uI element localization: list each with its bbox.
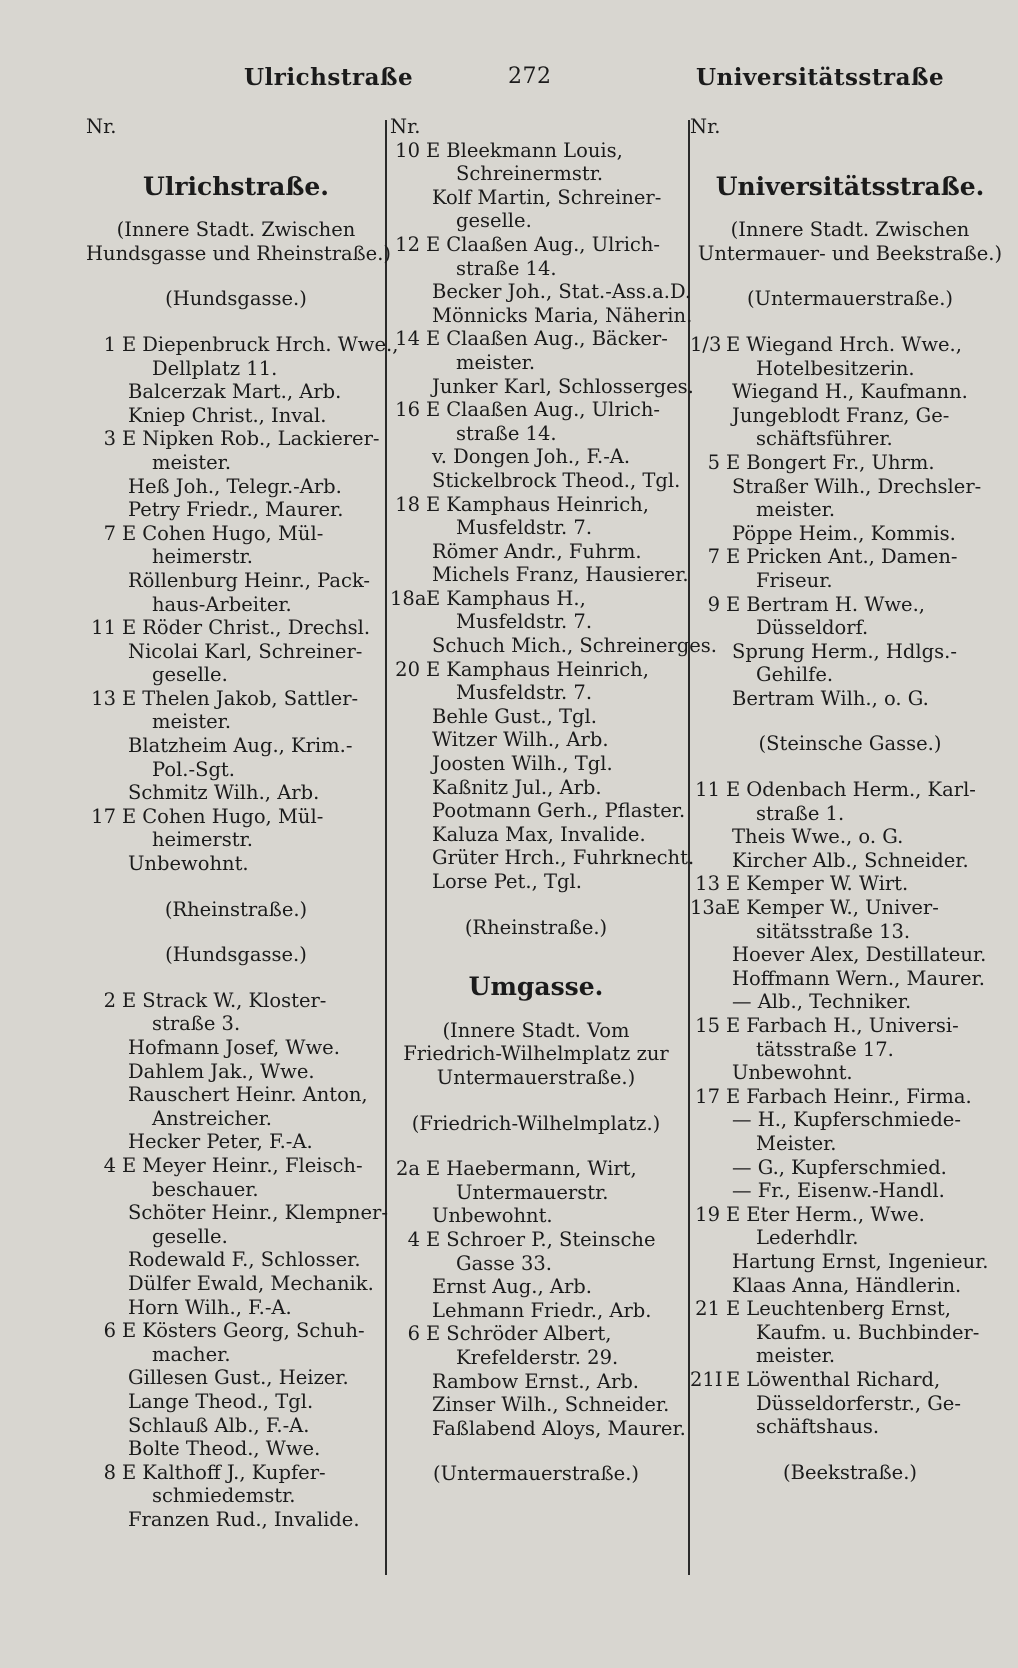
resident-text: Kalthoff J., Kupfer- <box>142 1460 326 1484</box>
owner-marker: E <box>726 545 741 569</box>
owner-marker: E <box>726 592 741 616</box>
resident-line: Petry Friedr., Maurer. <box>128 498 344 522</box>
resident-line: Lehmann Friedr., Arb. <box>432 1298 652 1322</box>
resident-line: Röllenburg Heinr., Pack- <box>128 568 371 592</box>
entry-continuation: geselle. <box>152 663 228 687</box>
entry-continuation: Krefelderstr. 29. <box>456 1345 619 1369</box>
resident-line: Grüter Hrch., Fuhrknecht. <box>432 846 695 870</box>
house-number: 14 <box>395 327 420 351</box>
house-number: 8 <box>103 1460 116 1484</box>
resident-line: Dülfer Ewald, Mechanik. <box>128 1271 374 1295</box>
entry-continuation: Musfeldstr. 7. <box>456 516 593 540</box>
resident-text: Claaßen Aug., Bäcker- <box>446 327 668 351</box>
resident-line: Kaßnitz Jul., Arb. <box>432 775 602 799</box>
house-number: 17 <box>91 804 116 828</box>
house-entry <box>86 616 386 640</box>
owner-marker: E <box>726 1084 741 1108</box>
resident-line: Kaluza Max, Invalide. <box>432 822 646 846</box>
entry-continuation: Meister. <box>756 1131 837 1155</box>
house-entry <box>690 545 1010 569</box>
resident-line: Franzen Rud., Invalide. <box>128 1507 360 1531</box>
house-entry <box>690 1368 1010 1392</box>
resident-line: Nicolai Karl, Schreiner- <box>128 639 363 663</box>
entry-continuation: beschauer. <box>152 1177 259 1201</box>
resident-line: Schöter Heinr., Klempner- <box>128 1201 388 1225</box>
resident-line: Schlauß Alb., F.-A. <box>128 1413 310 1437</box>
resident-line: Junker Karl, Schlosserges. <box>432 374 694 398</box>
street-description-line: Friedrich-Wilhelmplatz zur <box>403 1042 669 1066</box>
house-number: 11 <box>91 616 116 640</box>
nr-label: Nr. <box>390 115 421 138</box>
house-entry <box>86 1154 386 1178</box>
resident-line: Jungeblodt Franz, Ge- <box>732 403 950 427</box>
entry-continuation: Pol.-Sgt. <box>152 757 235 781</box>
entry-continuation: Musfeldstr. 7. <box>456 681 593 705</box>
house-number: 3 <box>103 427 116 451</box>
house-entry <box>690 333 1010 357</box>
entry-continuation: schmiedemstr. <box>152 1484 296 1508</box>
owner-marker: E <box>726 1202 741 1226</box>
resident-line: Hartung Ernst, Ingenieur. <box>732 1249 989 1273</box>
entry-continuation: Düsseldorferstr., Ge- <box>756 1391 961 1415</box>
resident-line: Unbewohnt. <box>732 1061 853 1085</box>
resident-line: Becker Joh., Stat.-Ass.a.D. <box>432 280 692 304</box>
owner-marker: E <box>122 332 137 356</box>
resident-line: Unbewohnt. <box>432 1204 553 1228</box>
resident-line: Mönnicks Maria, Näherin. <box>432 303 693 327</box>
entry-continuation: heimerstr. <box>152 828 253 852</box>
resident-line: — G., Kupferschmied. <box>732 1155 947 1179</box>
resident-line: Witzer Wilh., Arb. <box>432 728 609 752</box>
entry-continuation: schäftsführer. <box>756 427 893 451</box>
owner-marker: E <box>726 778 741 802</box>
resident-line: Balcerzak Mart., Arb. <box>128 380 342 404</box>
house-entry <box>690 451 1010 475</box>
entry-list <box>86 332 399 876</box>
house-number: 7 <box>103 521 116 545</box>
house-entry <box>390 327 682 351</box>
resident-line: Zinser Wilh., Schneider. <box>432 1393 670 1417</box>
house-number: 16 <box>395 398 420 422</box>
owner-marker: E <box>122 1460 137 1484</box>
column-3 <box>690 115 1010 1506</box>
cross-street: (Untermauerstraße.) <box>747 287 953 311</box>
owner-marker: E <box>726 896 741 920</box>
house-entry <box>86 1461 386 1485</box>
house-entry <box>86 1319 386 1343</box>
entry-continuation: Kaufm. u. Buchbinder- <box>756 1320 980 1344</box>
owner-marker: E <box>426 138 441 162</box>
entry-continuation: geselle. <box>456 209 532 233</box>
resident-text: Kösters Georg, Schuh- <box>142 1319 365 1343</box>
entry-continuation: sitätsstraße 13. <box>756 919 911 943</box>
house-entry <box>86 989 386 1013</box>
resident-line: Gillesen Gust., Heizer. <box>128 1366 349 1390</box>
house-number: 7 <box>707 545 720 569</box>
house-number: 4 <box>103 1153 116 1177</box>
resident-text: Farbach Heinr., Firma. <box>746 1084 972 1108</box>
resident-line: Römer Andr., Fuhrm. <box>432 539 642 563</box>
owner-marker: E <box>726 1297 741 1321</box>
entry-continuation: straße 1. <box>756 801 845 825</box>
resident-text: Kamphaus Heinrich, <box>446 657 649 681</box>
resident-line: Hoffmann Wern., Maurer. <box>732 966 985 990</box>
street-description-line: (Innere Stadt. Vom <box>442 1018 630 1042</box>
house-number: 11 <box>695 778 720 802</box>
owner-marker: E <box>122 521 137 545</box>
house-entry <box>690 1014 1010 1038</box>
resident-text: Kamphaus Heinrich, <box>446 492 649 516</box>
owner-marker: E <box>122 1153 137 1177</box>
resident-line: Bertram Wilh., o. G. <box>732 686 929 710</box>
house-number: 13 <box>91 686 116 710</box>
entry-continuation: tätsstraße 17. <box>756 1037 894 1061</box>
resident-line: — Alb., Techniker. <box>732 990 912 1014</box>
house-entry <box>86 522 386 546</box>
entry-continuation: meister. <box>152 450 232 474</box>
owner-marker: E <box>726 450 741 474</box>
owner-marker: E <box>122 988 137 1012</box>
entry-continuation: straße 3. <box>152 1012 241 1036</box>
house-entry <box>690 1203 1010 1227</box>
entry-list <box>690 778 1010 1439</box>
house-number: 13 <box>695 872 720 896</box>
resident-text: Kemper W. Wirt. <box>746 872 909 896</box>
house-number: 10 <box>395 138 420 162</box>
street-title: Umgasse. <box>468 972 604 1002</box>
entry-continuation: Lederhdlr. <box>756 1226 859 1250</box>
resident-line: v. Dongen Joh., F.-A. <box>432 445 631 469</box>
resident-text: Löwenthal Richard, <box>746 1367 941 1391</box>
owner-marker: E <box>426 1157 441 1181</box>
house-number: 1 <box>103 332 116 356</box>
resident-text: Cohen Hugo, Mül- <box>142 521 324 545</box>
house-number: 15 <box>695 1014 720 1037</box>
house-number: 12 <box>395 232 420 256</box>
house-entry <box>86 805 386 829</box>
entry-continuation: haus-Arbeiter. <box>152 592 292 616</box>
entry-continuation: Friseur. <box>756 568 833 592</box>
house-number: 2a <box>395 1157 420 1181</box>
entry-continuation: Schreinermstr. <box>456 162 604 186</box>
resident-text: Pricken Ant., Damen- <box>746 545 958 569</box>
house-entry <box>690 872 1010 896</box>
owner-marker: E <box>726 1367 741 1391</box>
house-number: 20 <box>395 657 420 681</box>
nr-label: Nr. <box>690 115 721 138</box>
house-number: 19 <box>695 1202 720 1226</box>
entry-continuation: meister. <box>756 498 836 522</box>
street-description-line: (Innere Stadt. Zwischen <box>730 218 970 242</box>
street-title: Ulrichstraße. <box>143 171 329 201</box>
cross-street: (Hundsgasse.) <box>165 287 307 311</box>
entry-continuation: schäftshaus. <box>756 1415 880 1439</box>
resident-text: Röder Christ., Drechsl. <box>142 616 371 640</box>
house-number: 1/3 <box>690 332 722 356</box>
cross-street: (Friedrich-Wilhelmplatz.) <box>411 1111 661 1135</box>
resident-text: Kemper W., Univer- <box>746 896 939 920</box>
resident-line: Schuch Mich., Schreinerges. <box>432 634 717 658</box>
entry-continuation: Düsseldorf. <box>756 616 869 640</box>
resident-text: Bertram H. Wwe., <box>746 592 925 616</box>
owner-marker: E <box>426 492 441 516</box>
column-1 <box>86 115 399 1531</box>
resident-line: Pootmann Gerh., Pflaster. <box>432 799 686 823</box>
entry-continuation: meister. <box>756 1344 836 1368</box>
house-entry <box>390 1322 682 1346</box>
house-entry <box>390 493 682 517</box>
resident-line: Lorse Pet., Tgl. <box>432 870 582 893</box>
resident-text: Bleekmann Louis, <box>446 138 623 162</box>
resident-text: Diepenbruck Hrch. Wwe., <box>142 332 399 356</box>
resident-line: Kniep Christ., Inval. <box>128 403 327 427</box>
entry-continuation: meister. <box>152 710 232 734</box>
cross-street: (Steinsche Gasse.) <box>758 732 942 756</box>
house-number: 6 <box>103 1319 116 1343</box>
street-description-line: Untermauerstraße.) <box>436 1065 636 1089</box>
house-number: 21I <box>690 1367 723 1391</box>
house-number: 4 <box>407 1227 420 1251</box>
cross-street: (Hundsgasse.) <box>165 943 307 967</box>
resident-line: Theis Wwe., o. G. <box>732 825 904 849</box>
house-number: 2 <box>103 988 116 1012</box>
entry-continuation: Gasse 33. <box>456 1251 552 1275</box>
owner-marker: E <box>726 872 741 896</box>
street-description-line: Untermauer- und Beekstraße.) <box>697 241 1003 265</box>
house-entry <box>690 896 1010 920</box>
entry-continuation: Gehilfe. <box>756 663 834 687</box>
house-entry <box>390 587 682 611</box>
owner-marker: E <box>426 657 441 681</box>
cross-street: (Beekstraße.) <box>783 1460 917 1484</box>
owner-marker: E <box>122 427 137 451</box>
house-entry <box>390 398 682 422</box>
house-entry <box>390 139 682 163</box>
resident-text: Leuchtenberg Ernst, <box>746 1297 951 1321</box>
owner-marker: E <box>122 616 137 640</box>
owner-marker: E <box>726 1014 741 1037</box>
resident-line: Schmitz Wilh., Arb. <box>128 781 320 805</box>
resident-text: Schroer P., Steinsche <box>446 1227 656 1251</box>
resident-line: Hofmann Josef, Wwe. <box>128 1036 340 1059</box>
house-entry <box>390 658 682 682</box>
entry-continuation: Hotelbesitzerin. <box>756 356 915 380</box>
resident-line: — Fr., Eisenw.-Handl. <box>732 1179 945 1203</box>
resident-line: Lange Theod., Tgl. <box>128 1389 314 1413</box>
entry-continuation: heimerstr. <box>152 545 253 569</box>
resident-line: Michels Franz, Hausierer. <box>432 563 689 587</box>
house-entry <box>390 233 682 257</box>
entry-continuation: Musfeldstr. 7. <box>456 610 593 634</box>
resident-line: Hoever Alex, Destillateur. <box>732 943 987 967</box>
owner-marker: E <box>122 686 137 710</box>
house-entry <box>86 427 386 451</box>
resident-line: Straßer Wilh., Drechsler- <box>732 474 982 498</box>
house-number: 9 <box>707 592 720 616</box>
page-number: 272 <box>508 64 552 89</box>
resident-text: Haebermann, Wirt, <box>446 1157 637 1181</box>
resident-line: Unbewohnt. <box>128 852 249 876</box>
running-header-right: Universitätsstraße <box>696 64 945 91</box>
resident-text: Schröder Albert, <box>446 1322 612 1346</box>
street-description-line: (Innere Stadt. Zwischen <box>116 218 356 242</box>
house-entry <box>86 332 399 357</box>
house-entry <box>690 1085 1010 1109</box>
entry-continuation: meister. <box>456 350 536 374</box>
house-entry <box>390 1157 682 1181</box>
house-entry <box>390 1228 682 1252</box>
owner-marker: E <box>426 1227 441 1251</box>
entry-list <box>690 333 1010 711</box>
owner-marker: E <box>426 327 441 351</box>
street-description-line: Hundsgasse und Rheinstraße.) <box>86 241 392 265</box>
resident-text: Thelen Jakob, Sattler- <box>142 686 359 710</box>
resident-line: Pöppe Heim., Kommis. <box>732 521 956 545</box>
entry-continuation: macher. <box>152 1342 231 1366</box>
resident-text: Farbach H., Universi- <box>746 1014 959 1037</box>
house-number: 18 <box>395 492 420 516</box>
house-entry <box>690 593 1010 617</box>
running-header-left: Ulrichstraße <box>244 64 414 91</box>
resident-text: Meyer Heinr., Fleisch- <box>142 1153 363 1177</box>
resident-text: Claaßen Aug., Ulrich- <box>446 398 660 422</box>
cross-street: (Rheinstraße.) <box>464 915 608 939</box>
resident-line: Wiegand H., Kaufmann. <box>732 380 968 404</box>
resident-text: Kamphaus H., <box>446 586 586 610</box>
resident-line: Hecker Peter, F.-A. <box>128 1130 313 1154</box>
cross-street: (Untermauerstraße.) <box>433 1462 639 1486</box>
resident-line: Klaas Anna, Händlerin. <box>732 1273 962 1297</box>
house-number: 6 <box>407 1322 420 1346</box>
house-number: 18a <box>390 586 427 610</box>
cross-street: (Rheinstraße.) <box>164 897 308 921</box>
resident-text: Wiegand Hrch. Wwe., <box>746 332 962 356</box>
resident-line: Rauschert Heinr. Anton, <box>128 1083 368 1107</box>
resident-line: Horn Wilh., F.-A. <box>128 1295 292 1319</box>
entry-continuation: Dellplatz 11. <box>152 356 278 380</box>
owner-marker: E <box>426 232 441 256</box>
house-entry <box>690 1297 1010 1321</box>
entry-continuation: straße 14. <box>456 421 557 445</box>
resident-text: Eter Herm., Wwe. <box>746 1202 925 1226</box>
house-number: 5 <box>707 450 720 474</box>
resident-line: Faßlabend Aloys, Maurer. <box>432 1416 686 1440</box>
resident-text: Claaßen Aug., Ulrich- <box>446 232 660 256</box>
resident-text: Odenbach Herm., Karl- <box>746 778 976 802</box>
owner-marker: E <box>726 332 741 356</box>
resident-line: — H., Kupferschmiede- <box>732 1108 961 1132</box>
owner-marker: E <box>122 1319 137 1343</box>
entry-continuation: Untermauerstr. <box>456 1180 609 1204</box>
resident-line: Rambow Ernst., Arb. <box>432 1369 639 1393</box>
owner-marker: E <box>122 804 137 828</box>
resident-line: Behle Gust., Tgl. <box>432 704 597 728</box>
entry-list <box>86 989 386 1532</box>
owner-marker: E <box>426 586 441 610</box>
resident-line: Blatzheim Aug., Krim.- <box>128 734 353 758</box>
resident-text: Nipken Rob., Lackierer- <box>142 427 380 451</box>
house-entry <box>690 778 1010 802</box>
owner-marker: E <box>426 398 441 422</box>
resident-line: Joosten Wilh., Tgl. <box>432 752 613 776</box>
house-number: 13a <box>690 896 727 920</box>
resident-text: Cohen Hugo, Mül- <box>142 804 324 828</box>
resident-line: Dahlem Jak., Wwe. <box>128 1059 315 1083</box>
resident-line: Ernst Aug., Arb. <box>432 1275 592 1299</box>
resident-line: Bolte Theod., Wwe. <box>128 1437 321 1461</box>
resident-line: Heß Joh., Telegr.-Arb. <box>128 474 342 498</box>
house-number: 17 <box>695 1084 720 1108</box>
resident-line: Stickelbrock Theod., Tgl. <box>432 468 681 492</box>
resident-line: Kircher Alb., Schneider. <box>732 848 969 872</box>
house-number: 21 <box>695 1297 720 1321</box>
entry-continuation: straße 14. <box>456 256 557 280</box>
resident-text: Strack W., Kloster- <box>142 988 327 1012</box>
entry-continuation: Anstreicher. <box>152 1106 272 1130</box>
entry-continuation: geselle. <box>152 1224 228 1248</box>
nr-label: Nr. <box>86 115 117 138</box>
resident-line: Rodewald F., Schlosser. <box>128 1248 361 1272</box>
house-entry <box>86 687 386 711</box>
resident-text: Bongert Fr., Uhrm. <box>746 450 935 474</box>
owner-marker: E <box>426 1322 441 1346</box>
street-title: Universitätsstraße. <box>715 171 985 201</box>
resident-line: Kolf Martin, Schreiner- <box>432 185 662 209</box>
resident-line: Sprung Herm., Hdlgs.- <box>732 639 957 663</box>
entry-list <box>390 1157 686 1440</box>
